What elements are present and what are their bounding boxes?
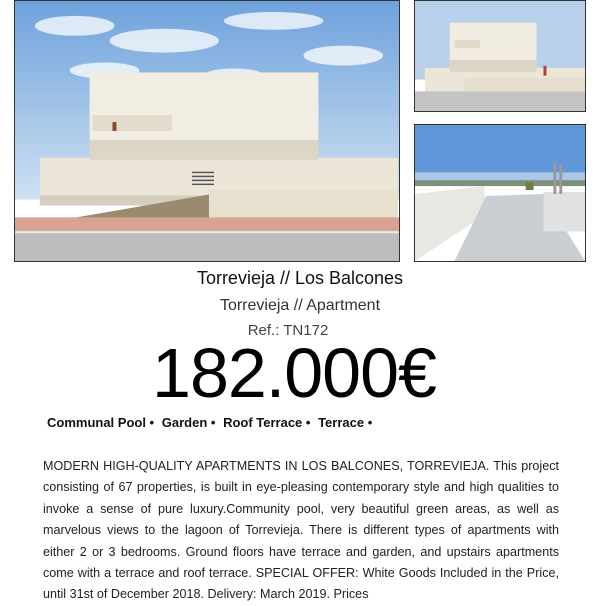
side-photo-rooftop[interactable]	[414, 124, 586, 262]
listing-price: 182.000€	[152, 334, 436, 412]
feature-communal-pool: Communal Pool •	[47, 415, 155, 430]
side-photo-rooftop-image	[415, 125, 585, 261]
main-photo-image	[15, 1, 399, 261]
listing-title: Torrevieja // Los Balcones	[196, 268, 404, 288]
listing-description: MODERN HIGH-QUALITY APARTMENTS IN LOS BALCONES, TORREVIEJA. This project consisting of 67 properties, is built in eye-pleasing contemporary style and high qualities to invoke a sense of pure luxury.Community pool, very beautiful green areas, as well as marvelous views to the lagoon of Torrevieja. There is different types of apartments with either 2 or 3 bedrooms. Ground floors have terrace and garden, and upstairs apartments come with a terrace and roof terrace. SPECIAL OFFER: White Goods Included in the Price, until 31st of December 2018. Delivery: March 2019. Prices	[43, 459, 559, 602]
feature-terrace: Terrace •	[318, 415, 373, 430]
main-photo[interactable]	[14, 0, 400, 262]
feature-list	[47, 415, 376, 430]
listing-reference: Ref.: TN172	[247, 322, 329, 339]
feature-roof-terrace: Roof Terrace •	[223, 415, 311, 430]
feature-garden: Garden •	[161, 415, 216, 430]
side-photo-exterior-image	[415, 1, 585, 111]
listing-subtitle: Torrevieja // Apartment	[219, 297, 381, 314]
side-photo-exterior[interactable]	[414, 0, 586, 112]
